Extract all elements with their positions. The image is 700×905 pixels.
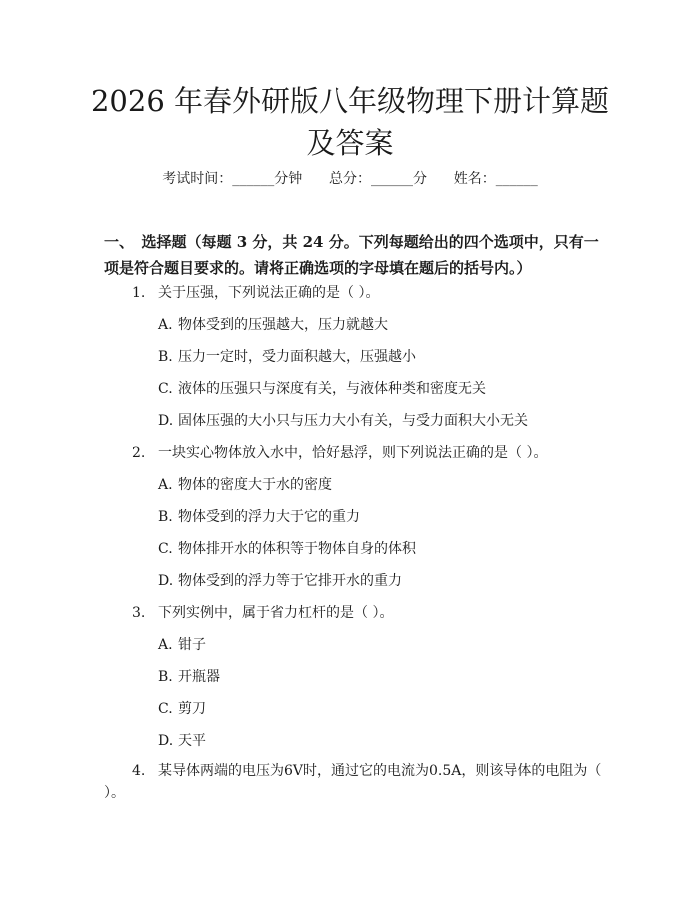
option-letter: D.: [158, 573, 174, 589]
option-text: 剪刀: [178, 701, 206, 717]
question-text: 一块实心物体放入水中，恰好悬浮，则下列说法正确的是（ ）。: [158, 445, 548, 461]
question-3: [132, 603, 393, 623]
question-1-option-a: [158, 315, 388, 335]
option-text: 天平: [178, 733, 206, 749]
student-name-field: 姓名：______: [453, 171, 538, 187]
question-4: [104, 760, 604, 804]
question-1-option-c: [158, 379, 486, 399]
question-number: 2.: [132, 445, 146, 461]
question-text: 某导体两端的电压为6V时，通过它的电流为0.5A，则该导体的电阻为（ ）。: [104, 763, 602, 801]
option-text: 物体的密度大于水的密度: [178, 477, 332, 493]
question-2: [132, 443, 547, 463]
option-letter: A.: [158, 477, 173, 493]
option-letter: B.: [158, 349, 173, 365]
option-letter: A.: [158, 317, 173, 333]
option-letter: C.: [158, 541, 173, 557]
question-text: 关于压强，下列说法正确的是（ ）。: [158, 285, 380, 301]
question-1-option-b: [158, 347, 416, 367]
option-letter: A.: [158, 637, 173, 653]
question-3-option-c: [158, 699, 206, 719]
total-score-field: 总分：______分: [329, 171, 427, 187]
option-text: 压力一定时，受力面积越大，压强越小: [178, 349, 416, 365]
question-2-option-d: [158, 571, 402, 591]
question-text: 下列实例中，属于省力杠杆的是（ ）。: [158, 605, 394, 621]
question-number: 4.: [132, 763, 146, 779]
page-title: 2026 年春外研版八年级物理下册计算题及答案: [90, 84, 610, 160]
option-letter: D.: [158, 733, 174, 749]
section-heading: 一、 选择题（每题 3 分，共 24 分。下列每题给出的四个选项中，只有一项是符合题目要求的。请将正确选项的字母填在题后的括号内。）: [104, 233, 599, 277]
question-2-option-a: [158, 475, 332, 495]
option-text: 开瓶器: [178, 669, 220, 685]
question-3-option-b: [158, 667, 220, 687]
option-text: 固体压强的大小只与压力大小有关，与受力面积大小无关: [178, 413, 528, 429]
option-letter: C.: [158, 701, 173, 717]
question-2-option-c: [158, 539, 416, 559]
question-1: [132, 283, 379, 303]
question-1-option-d: [158, 411, 528, 431]
exam-time-field: 考试时间：______分钟: [162, 171, 303, 187]
option-letter: B.: [158, 669, 173, 685]
question-number: 1.: [132, 285, 146, 301]
question-2-option-b: [158, 507, 360, 527]
question-number: 3.: [132, 605, 146, 621]
option-text: 液体的压强只与深度有关，与液体种类和密度无关: [178, 381, 486, 397]
question-3-option-d: [158, 731, 206, 751]
question-3-option-a: [158, 635, 206, 655]
exam-info-line: [0, 170, 700, 188]
option-letter: D.: [158, 413, 174, 429]
option-letter: C.: [158, 381, 173, 397]
option-text: 物体排开水的体积等于物体自身的体积: [178, 541, 416, 557]
option-text: 物体受到的浮力等于它排开水的重力: [178, 573, 402, 589]
option-text: 物体受到的压强越大，压力就越大: [178, 317, 388, 333]
option-text: 物体受到的浮力大于它的重力: [178, 509, 360, 525]
option-letter: B.: [158, 509, 173, 525]
option-text: 钳子: [178, 637, 206, 653]
